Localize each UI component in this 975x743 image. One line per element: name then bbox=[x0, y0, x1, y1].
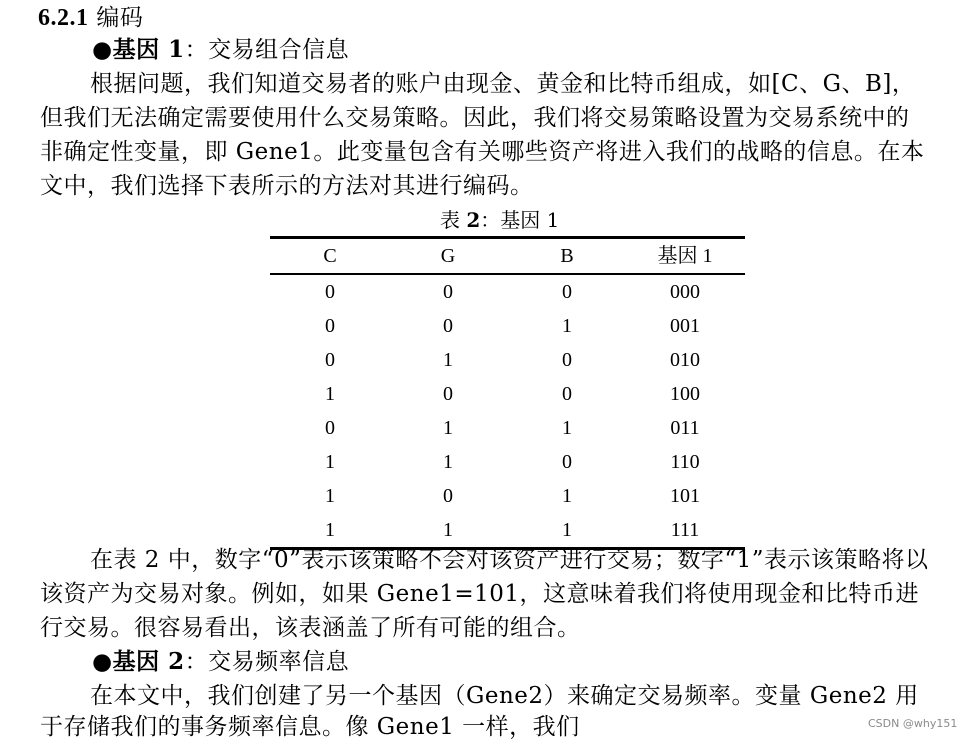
table-cell: 011 bbox=[670, 417, 700, 439]
table-cell: 1 bbox=[562, 315, 572, 337]
para2-line: 在表 2 中，数字“0”表示该策略不会对该资产进行交易；数字“1”表示该策略将以 bbox=[90, 547, 929, 573]
gene2-heading bbox=[92, 646, 349, 678]
table-cell: 1 bbox=[443, 451, 453, 473]
bullet-icon: ● bbox=[92, 37, 113, 63]
gene1-colon: ： bbox=[184, 37, 209, 63]
para2-line: 该资产为交易对象。例如，如果 Gene1=101，这意味着我们将使用现金和比特币进 bbox=[40, 581, 920, 607]
section-title: 编码 bbox=[96, 5, 144, 31]
table-row bbox=[270, 377, 745, 411]
table-row bbox=[270, 343, 745, 377]
table-cell: 0 bbox=[443, 315, 453, 337]
section-heading bbox=[38, 2, 143, 34]
para1-line: 根据问题，我们知道交易者的账户由现金、黄金和比特币组成，如[C、G、B]， bbox=[90, 71, 916, 97]
table-cell: 100 bbox=[670, 383, 700, 405]
para1-line: 文中，我们选择下表所示的方法对其进行编码。 bbox=[40, 173, 534, 199]
table-cell: 1 bbox=[443, 349, 453, 371]
caption-suffix: ：基因 1 bbox=[480, 208, 560, 232]
table-cell: 110 bbox=[670, 451, 700, 473]
header-g: G bbox=[440, 245, 456, 267]
header-c: C bbox=[323, 245, 337, 267]
table-cell: 1 bbox=[443, 519, 453, 541]
table-row bbox=[270, 445, 745, 479]
para1-line: 非确定性变量，即 Gene1。此变量包含有关哪些资产将进入我们的战略的信息。在本 bbox=[40, 139, 925, 165]
table-cell: 1 bbox=[325, 519, 335, 541]
table-cell: 0 bbox=[562, 281, 572, 303]
table-row bbox=[270, 309, 745, 343]
gene1-heading bbox=[92, 34, 349, 66]
gene2-colon: ： bbox=[184, 649, 209, 675]
table-cell: 0 bbox=[325, 315, 335, 337]
table-cell: 1 bbox=[443, 417, 453, 439]
table-cell: 0 bbox=[325, 417, 335, 439]
table-cell: 1 bbox=[325, 383, 335, 405]
table-cell: 0 bbox=[562, 383, 572, 405]
table-cell: 0 bbox=[443, 485, 453, 507]
table-cell: 1 bbox=[562, 417, 572, 439]
bullet-icon: ● bbox=[92, 649, 113, 675]
caption-number: 2 bbox=[466, 208, 481, 232]
table-row bbox=[270, 513, 745, 547]
table-row bbox=[270, 411, 745, 445]
table-cell: 001 bbox=[670, 315, 700, 337]
caption-prefix: 表 bbox=[440, 208, 467, 232]
para3-line: 在本文中，我们创建了另一个基因（Gene2）来确定交易频率。变量 Gene2 用 bbox=[90, 683, 919, 709]
table-cell: 0 bbox=[562, 349, 572, 371]
table-cell: 1 bbox=[562, 519, 572, 541]
csdn-watermark: CSDN @why151 bbox=[868, 717, 958, 730]
table-cell: 0 bbox=[562, 451, 572, 473]
gene2-label: 基因 2 bbox=[112, 648, 185, 675]
table-row bbox=[270, 275, 745, 309]
header-b: B bbox=[560, 245, 574, 267]
header-gene1: 基因 1 bbox=[657, 245, 713, 267]
table-cell: 0 bbox=[443, 383, 453, 405]
para3-line: 于存储我们的事务频率信息。像 Gene1 一样，我们 bbox=[40, 714, 580, 740]
table-cell: 1 bbox=[325, 451, 335, 473]
table-cell: 000 bbox=[670, 281, 700, 303]
table-cell: 0 bbox=[325, 281, 335, 303]
gene1-table bbox=[270, 236, 745, 550]
gene1-label: 基因 1 bbox=[112, 36, 185, 63]
table-cell: 1 bbox=[325, 485, 335, 507]
table-cell: 010 bbox=[670, 349, 700, 371]
table-header-row bbox=[270, 239, 745, 275]
table-cell: 0 bbox=[443, 281, 453, 303]
gene1-title: 交易组合信息 bbox=[208, 37, 350, 63]
para1-line: 但我们无法确定需要使用什么交易策略。因此，我们将交易策略设置为交易系统中的 bbox=[40, 105, 910, 131]
gene2-title: 交易频率信息 bbox=[208, 649, 350, 675]
table-row bbox=[270, 479, 745, 513]
table-cell: 1 bbox=[562, 485, 572, 507]
table-cell: 101 bbox=[670, 485, 700, 507]
section-number: 6.2.1 bbox=[38, 5, 89, 31]
table-cell: 0 bbox=[325, 349, 335, 371]
table-cell: 111 bbox=[670, 519, 700, 541]
para2-line: 行交易。很容易看出，该表涵盖了所有可能的组合。 bbox=[40, 615, 581, 641]
